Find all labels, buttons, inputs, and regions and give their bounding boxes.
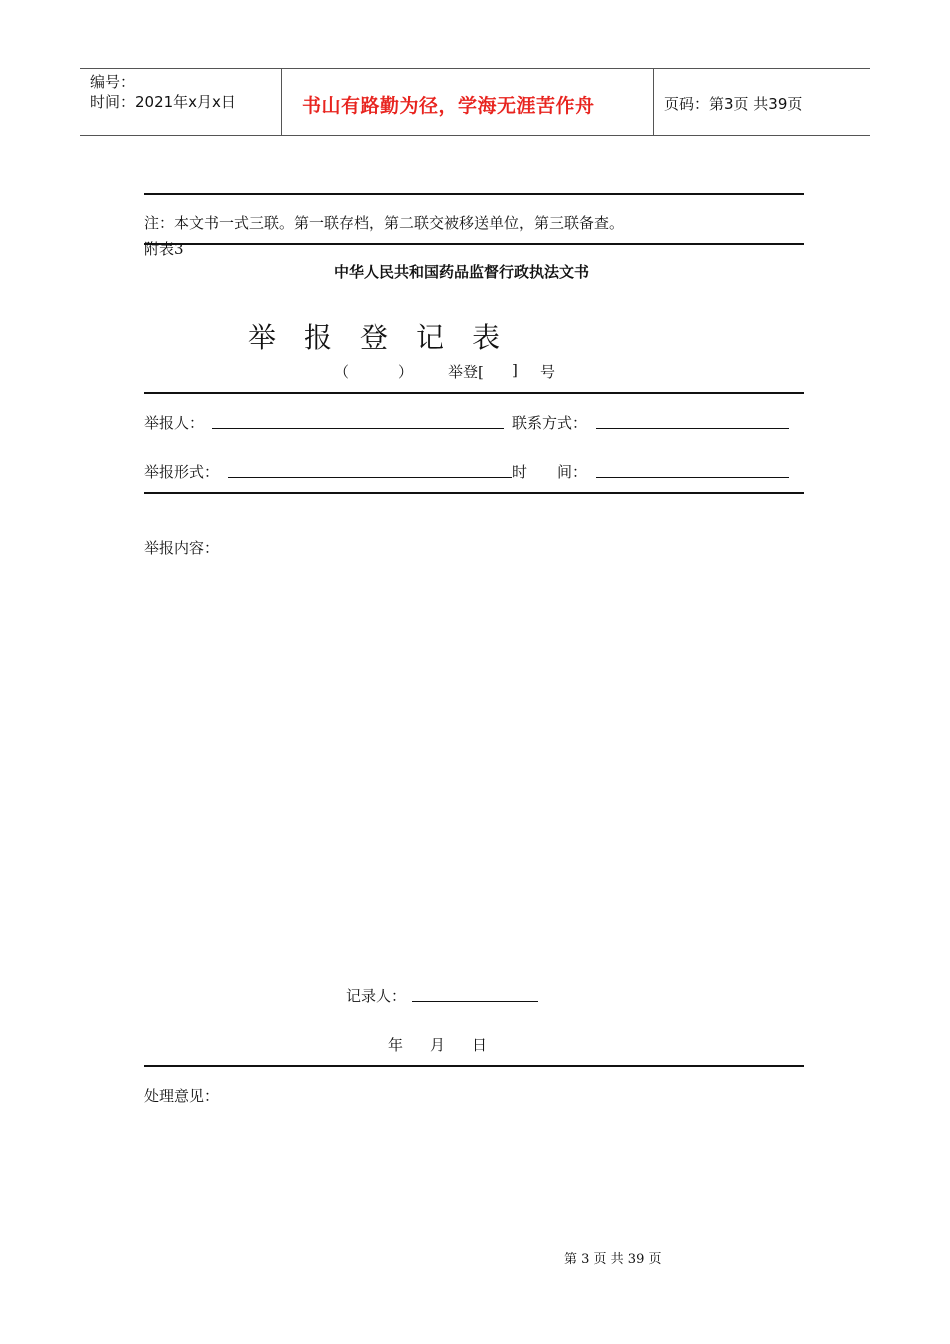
number-paren-close: ）	[398, 363, 414, 381]
appendix-label: 附表3	[144, 240, 184, 258]
number-bracket-close: ]	[512, 361, 518, 379]
form-top-rule	[144, 392, 804, 394]
note-bottom-rule	[144, 243, 804, 245]
page-header	[80, 68, 870, 136]
report-form-field[interactable]	[228, 477, 512, 478]
time-label: 时间：2021年x月x日	[90, 93, 236, 111]
header-page-cell	[654, 69, 870, 135]
handling-label: 处理意见：	[144, 1087, 220, 1105]
reporter-label: 举报人：	[144, 414, 205, 432]
recorder-field[interactable]	[412, 1001, 538, 1002]
authority-title: 中华人民共和国药品监督行政执法文书	[334, 263, 590, 281]
serial-label: 编号：	[90, 73, 136, 91]
contact-label: 联系方式：	[512, 414, 588, 432]
form-mid-rule	[144, 492, 804, 494]
date-year: 年	[388, 1036, 404, 1054]
page-footer: 第 3 页 共 39 页	[564, 1252, 662, 1267]
handling-rule	[144, 1065, 804, 1067]
note-text: 注：本文书一式三联。第一联存档，第二联交被移送单位，第三联备查。	[144, 214, 625, 232]
page-info: 页码：第3页 共39页	[664, 95, 803, 113]
content-area[interactable]	[144, 560, 804, 960]
report-form-label: 举报形式：	[144, 463, 220, 481]
number-prefix: 举登[	[448, 363, 484, 381]
recorder-label: 记录人：	[346, 987, 407, 1005]
header-meta-cell	[80, 69, 281, 135]
motto-text: 书山有路勤为径，学海无涯苦作舟	[302, 95, 595, 117]
number-suffix: 号	[540, 363, 556, 381]
content-label: 举报内容：	[144, 539, 220, 557]
handling-area[interactable]	[144, 1108, 804, 1228]
date-month: 月	[430, 1036, 446, 1054]
reporter-field[interactable]	[212, 428, 504, 429]
page-title: 举报登记表	[248, 321, 529, 354]
number-paren-open: （	[334, 363, 350, 381]
time-field-label: 时 间：	[512, 463, 588, 481]
top-rule	[144, 193, 804, 195]
time-field[interactable]	[596, 477, 789, 478]
date-day: 日	[472, 1036, 488, 1054]
header-motto-cell	[281, 69, 654, 135]
contact-field[interactable]	[596, 428, 789, 429]
